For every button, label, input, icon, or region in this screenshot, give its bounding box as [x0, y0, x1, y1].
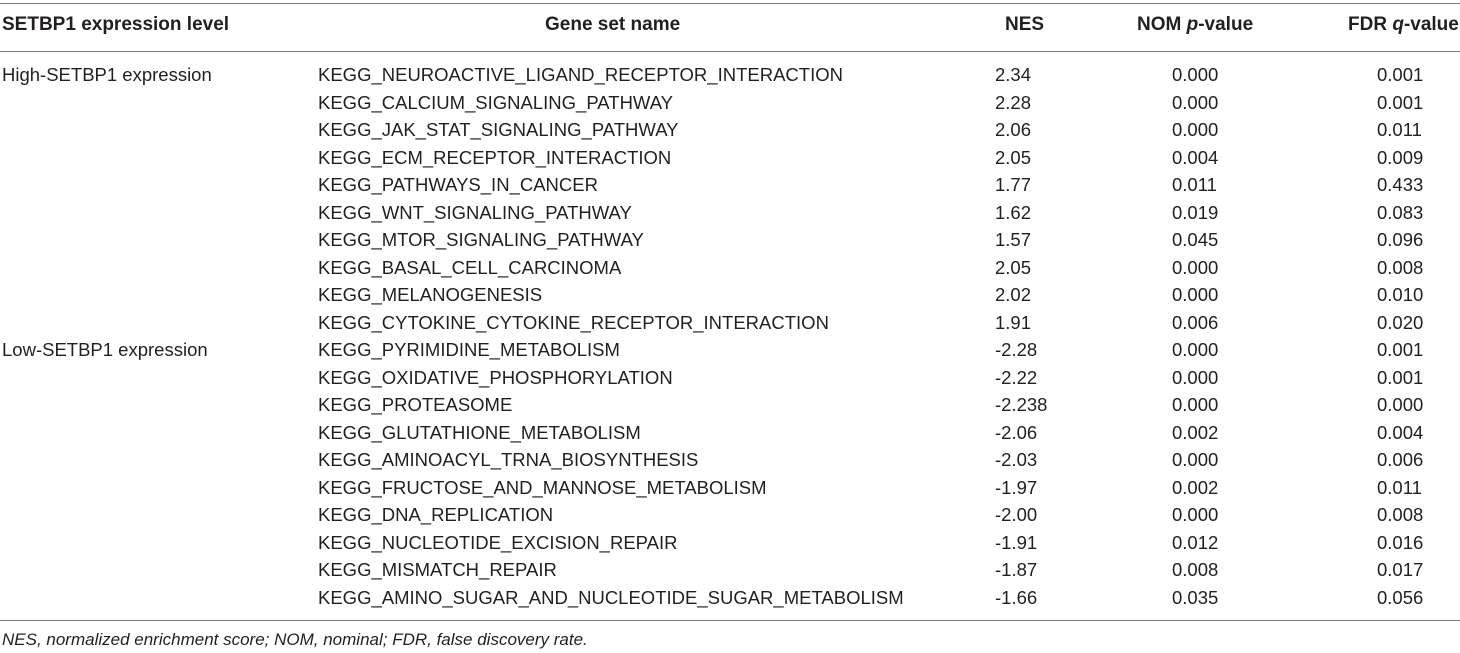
cell-nes: 1.62 [995, 201, 1032, 223]
cell-fdr-q-value: 0.006 [1377, 449, 1424, 470]
cell-nes: -2.238 [995, 394, 1048, 415]
cell-fdr-q-value: 0.010 [1377, 284, 1424, 305]
table-row [0, 365, 1460, 393]
cell-fdr-q-value: 0.001 [1377, 64, 1424, 85]
cell-nom-p-value: 0.000 [1172, 504, 1219, 525]
cell-gene-set-name: KEGG_FRUCTOSE_AND_MANNOSE_METABOLISM [318, 476, 767, 498]
cell-nes: 2.05 [995, 146, 1032, 168]
cell-nom-p-value: 0.000 [1172, 256, 1219, 278]
header-nom-suffix: -value [1198, 14, 1254, 35]
cell-fdr-q-value: 0.433 [1377, 174, 1424, 195]
cell-fdr-q-value: 0.020 [1377, 311, 1424, 333]
cell-nom-p-value: 0.035 [1172, 586, 1219, 608]
table-row [0, 227, 1460, 255]
cell-fdr-q-value: 0.083 [1377, 201, 1424, 223]
cell-nom-p-value: 0.000 [1172, 339, 1219, 360]
cell-gene-set-name: KEGG_MISMATCH_REPAIR [318, 559, 557, 580]
cell-fdr-q-value: 0.096 [1377, 229, 1424, 250]
cell-nom-p-value: 0.000 [1172, 284, 1219, 305]
cell-nes: 1.77 [995, 174, 1032, 195]
table-row [0, 392, 1460, 420]
cell-nom-p-value: 0.000 [1172, 119, 1219, 140]
cell-nom-p-value: 0.019 [1172, 201, 1219, 223]
cell-nom-p-value: 0.002 [1172, 476, 1219, 498]
table-row [0, 62, 1460, 90]
cell-gene-set-name: KEGG_CYTOKINE_CYTOKINE_RECEPTOR_INTERACTION [318, 311, 829, 333]
table-row [0, 90, 1460, 118]
cell-gene-set-name: KEGG_CALCIUM_SIGNALING_PATHWAY [318, 91, 674, 113]
cell-gene-set-name: KEGG_PYRIMIDINE_METABOLISM [318, 339, 620, 360]
cell-gene-set-name: KEGG_JAK_STAT_SIGNALING_PATHWAY [318, 119, 679, 140]
cell-nom-p-value: 0.012 [1172, 531, 1219, 553]
cell-nom-p-value: 0.006 [1172, 311, 1219, 333]
header-fdr-italic: q [1392, 14, 1404, 35]
header-expression-level: SETBP1 expression level [2, 14, 230, 35]
cell-nes: -1.66 [995, 586, 1038, 608]
cell-expression-level: Low-SETBP1 expression [2, 339, 208, 360]
cell-nes: -2.22 [995, 366, 1038, 388]
table-row [0, 255, 1460, 283]
cell-gene-set-name: KEGG_PROTEASOME [318, 394, 513, 415]
cell-nom-p-value: 0.004 [1172, 146, 1219, 168]
cell-nes: -1.87 [995, 559, 1038, 580]
header-nom-p-value [1137, 14, 1253, 36]
cell-nes: 2.05 [995, 256, 1032, 278]
cell-gene-set-name: KEGG_DNA_REPLICATION [318, 504, 554, 525]
cell-nes: 2.02 [995, 284, 1032, 305]
table-row [0, 447, 1460, 475]
table-row [0, 585, 1460, 613]
cell-gene-set-name: KEGG_GLUTATHIONE_METABOLISM [318, 421, 641, 443]
cell-nes: -2.00 [995, 504, 1038, 525]
table-row [0, 200, 1460, 228]
cell-nom-p-value: 0.000 [1172, 64, 1219, 85]
table-row [0, 420, 1460, 448]
table-header-row [0, 14, 1460, 40]
cell-nom-p-value: 0.000 [1172, 91, 1219, 113]
table-row [0, 282, 1460, 310]
table-row [0, 145, 1460, 173]
table-row [0, 530, 1460, 558]
cell-gene-set-name: KEGG_MELANOGENESIS [318, 284, 543, 305]
header-gene-set-name: Gene set name [545, 14, 681, 35]
cell-nes: 1.57 [995, 229, 1032, 250]
cell-nes: 1.91 [995, 311, 1032, 333]
table-footnote: NES, normalized enrichment score; NOM, nominal; FDR, false discovery rate. [2, 630, 588, 649]
cell-fdr-q-value: 0.000 [1377, 394, 1424, 415]
header-fdr-suffix: -value [1403, 14, 1459, 35]
cell-nes: 2.34 [995, 64, 1032, 85]
cell-fdr-q-value: 0.004 [1377, 421, 1424, 443]
header-nom-prefix: NOM [1137, 14, 1187, 35]
cell-nes: -2.06 [995, 421, 1038, 443]
cell-gene-set-name: KEGG_MTOR_SIGNALING_PATHWAY [318, 229, 644, 250]
cell-nes: -1.97 [995, 476, 1038, 498]
cell-fdr-q-value: 0.001 [1377, 339, 1424, 360]
cell-nom-p-value: 0.000 [1172, 394, 1219, 415]
cell-fdr-q-value: 0.001 [1377, 91, 1424, 113]
table-row [0, 337, 1460, 365]
cell-nom-p-value: 0.000 [1172, 449, 1219, 470]
table-row [0, 117, 1460, 145]
cell-fdr-q-value: 0.001 [1377, 366, 1424, 388]
header-fdr-q-value [1348, 14, 1459, 36]
table-row [0, 557, 1460, 585]
table-body [0, 62, 1460, 612]
cell-gene-set-name: KEGG_PATHWAYS_IN_CANCER [318, 174, 598, 195]
table-row [0, 502, 1460, 530]
cell-expression-level: High-SETBP1 expression [2, 64, 212, 85]
cell-fdr-q-value: 0.056 [1377, 586, 1424, 608]
header-nom-italic: p [1186, 14, 1199, 35]
table-row [0, 475, 1460, 503]
cell-nom-p-value: 0.000 [1172, 366, 1219, 388]
cell-gene-set-name: KEGG_ECM_RECEPTOR_INTERACTION [318, 146, 672, 168]
cell-fdr-q-value: 0.017 [1377, 559, 1424, 580]
cell-gene-set-name: KEGG_WNT_SIGNALING_PATHWAY [318, 201, 632, 223]
table-row [0, 172, 1460, 200]
header-nes: NES [1005, 14, 1045, 35]
cell-fdr-q-value: 0.016 [1377, 531, 1424, 553]
cell-gene-set-name: KEGG_NUCLEOTIDE_EXCISION_REPAIR [318, 531, 678, 553]
cell-fdr-q-value: 0.011 [1377, 119, 1422, 140]
cell-nom-p-value: 0.011 [1172, 174, 1217, 195]
cell-gene-set-name: KEGG_NEUROACTIVE_LIGAND_RECEPTOR_INTERACTION [318, 64, 843, 85]
cell-nes: -2.28 [995, 339, 1038, 360]
cell-nes: -1.91 [995, 531, 1038, 553]
table-row [0, 310, 1460, 338]
cell-gene-set-name: KEGG_AMINOACYL_TRNA_BIOSYNTHESIS [318, 449, 699, 470]
header-fdr-prefix: FDR [1348, 14, 1393, 35]
cell-nes: 2.28 [995, 91, 1032, 113]
cell-nom-p-value: 0.045 [1172, 229, 1219, 250]
top-rule [0, 3, 1460, 4]
cell-nom-p-value: 0.002 [1172, 421, 1219, 443]
cell-gene-set-name: KEGG_AMINO_SUGAR_AND_NUCLEOTIDE_SUGAR_METABOLISM [318, 586, 904, 608]
cell-fdr-q-value: 0.008 [1377, 504, 1424, 525]
cell-nes: 2.06 [995, 119, 1032, 140]
bottom-rule [0, 620, 1460, 621]
cell-fdr-q-value: 0.009 [1377, 146, 1424, 168]
header-rule [0, 51, 1460, 52]
cell-nom-p-value: 0.008 [1172, 559, 1219, 580]
cell-gene-set-name: KEGG_OXIDATIVE_PHOSPHORYLATION [318, 366, 673, 388]
cell-nes: -2.03 [995, 449, 1038, 470]
cell-gene-set-name: KEGG_BASAL_CELL_CARCINOMA [318, 256, 622, 278]
cell-fdr-q-value: 0.011 [1377, 476, 1422, 498]
cell-fdr-q-value: 0.008 [1377, 256, 1424, 278]
